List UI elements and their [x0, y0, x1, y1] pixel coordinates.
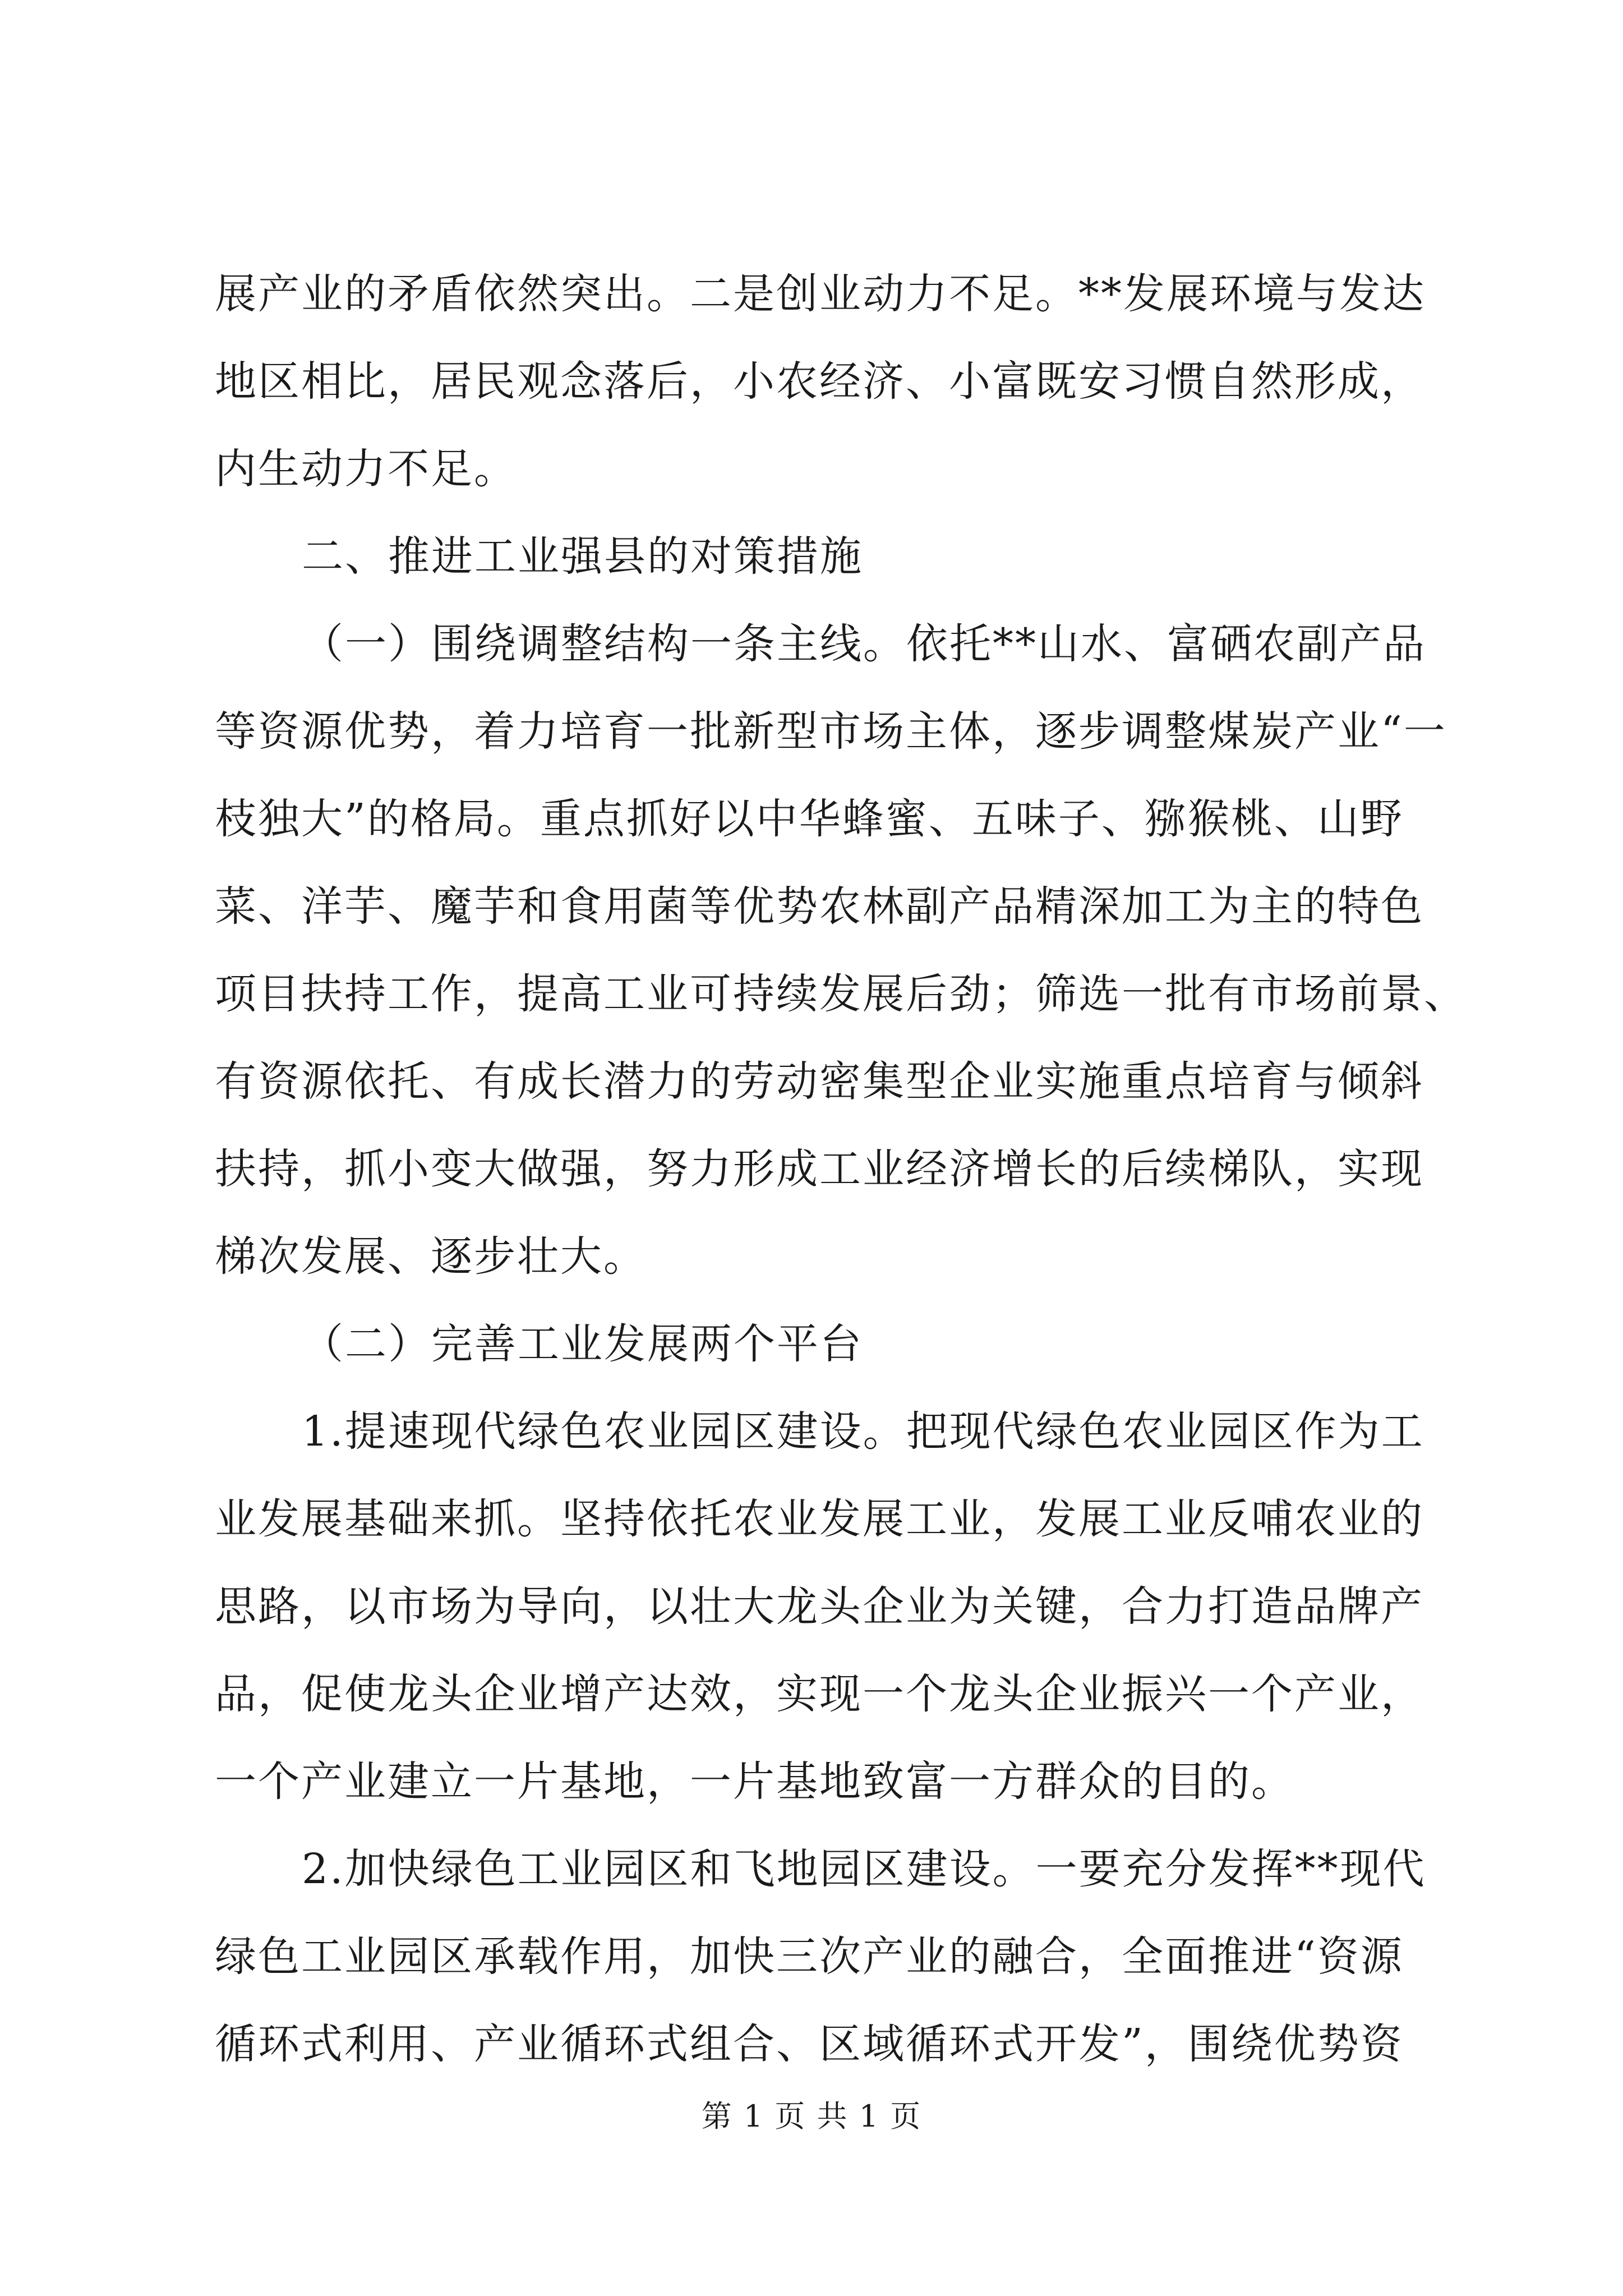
text-line: 业发展基础来抓。坚持依托农业发展工业，发展工业反哺农业的: [215, 1495, 1424, 1543]
text-line: 一个产业建立一片基地，一片基地致富一方群众的目的。: [215, 1757, 1294, 1806]
section-heading: 二、推进工业强县的对策措施: [302, 532, 863, 581]
text-line: 有资源依托、有成长潜力的劳动密集型企业实施重点培育与倾斜: [215, 1057, 1424, 1106]
text-line: 菜、洋芋、魔芋和食用菌等优势农林副产品精深加工为主的特色: [215, 882, 1424, 931]
subsection-heading: （二）完善工业发展两个平台: [302, 1320, 863, 1368]
text-line: 品，促使龙头企业增产达效，实现一个龙头企业振兴一个产业，: [215, 1670, 1424, 1718]
text-line: 绿色工业园区承载作用，加快三次产业的融合，全面推进“资源: [215, 1932, 1404, 1981]
text-line: 枝独大”的格局。重点抓好以中华蜂蜜、五味子、猕猴桃、山野: [215, 795, 1404, 843]
text-line: （一）围绕调整结构一条主线。依托**山水、富硒农副产品: [302, 620, 1426, 668]
text-line: 2.加快绿色工业园区和飞地园区建设。一要充分发挥**现代: [302, 1845, 1426, 1893]
text-line: 1.提速现代绿色农业园区建设。把现代绿色农业园区作为工: [302, 1407, 1424, 1456]
text-line: 项目扶持工作，提高工业可持续发展后劲；筛选一批有市场前景、: [215, 970, 1467, 1018]
text-line: 等资源优势，着力培育一批新型市场主体，逐步调整煤炭产业“一: [215, 707, 1447, 756]
page-number-footer: 第 1 页 共 1 页: [701, 2099, 922, 2134]
text-line: 扶持，抓小变大做强，努力形成工业经济增长的后续梯队，实现: [215, 1145, 1424, 1193]
text-line: 思路，以市场为导向，以壮大龙头企业为关键，合力打造品牌产: [215, 1582, 1424, 1631]
text-line: 地区相比，居民观念落后，小农经济、小富既安习惯自然形成，: [215, 357, 1424, 406]
text-line: 循环式利用、产业循环式组合、区域循环式开发”，围绕优势资: [215, 2020, 1404, 2068]
text-line: 梯次发展、逐步壮大。: [215, 1232, 647, 1281]
text-line: 内生动力不足。: [215, 445, 517, 493]
text-line: 展产业的矛盾依然突出。二是创业动力不足。**发展环境与发达: [215, 270, 1426, 318]
